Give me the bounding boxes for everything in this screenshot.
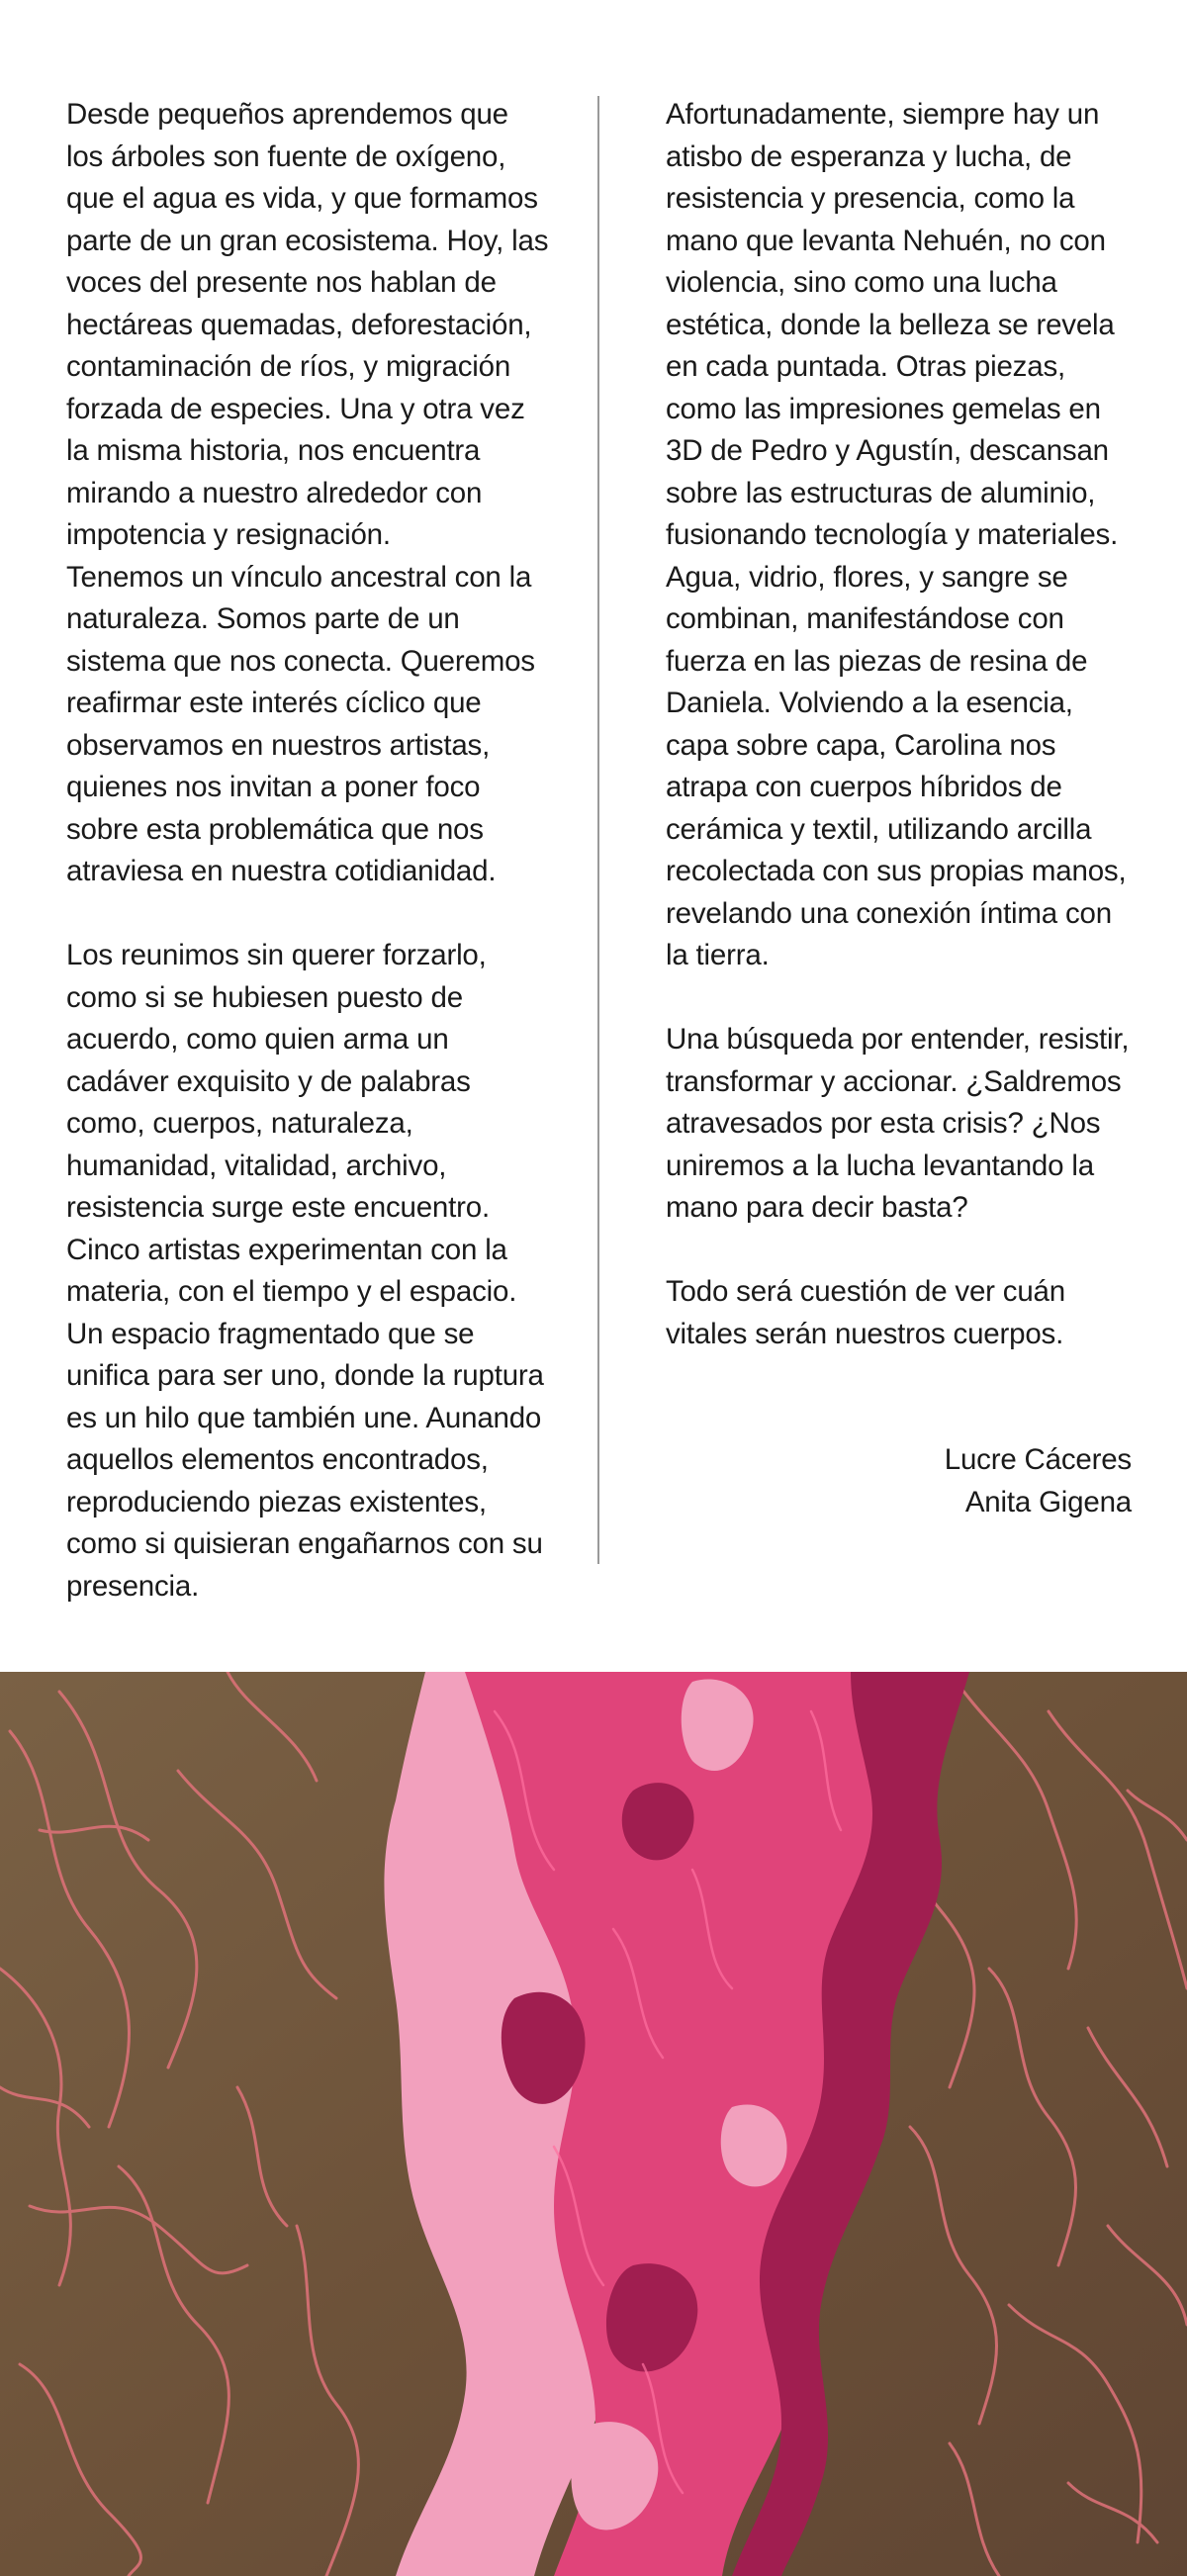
right-paragraph-2: Una búsqueda por entender, resistir, transformar y accionar. ¿Saldremos atravesados por esta crisis? ¿Nos uniremos a la lucha levantando la mano para decir basta?: [666, 1023, 1130, 1224]
signature-block: [666, 1439, 1141, 1523]
column-divider: [597, 96, 599, 1564]
left-paragraph-1: Desde pequeños aprendemos que los árboles son fuente de oxígeno, que el agua es vida, y que formamos parte de un gran ecosistema. Hoy, las voces del presente nos hablan de hectáreas quemadas, deforestación, contaminación de ríos, y migración forzada de especies. Una y otra vez la misma historia, nos encuentra mirando a nuestro alrededor con impotencia y resignación.: [66, 98, 549, 551]
left-paragraph-3: Los reunimos sin querer forzarlo, como si se hubiesen puesto de acuerdo, como quien arma un cadáver exquisito y de palabras como, cuerpos, naturaleza, humanidad, vitalidad, archivo, resistencia surge este encuentro. Cinco artistas experimentan con la materia, con el tiempo y el espacio. Un espacio fragmentado que se unifica para ser uno, donde la ruptura es un hilo que también une. Aunando aquellos elementos encontrados, reproduciendo piezas existentes, como si quisieran engañarnos con su presencia.: [66, 939, 544, 1603]
right-text-column: [666, 94, 1141, 1523]
left-paragraph-2: Tenemos un vínculo ancestral con la naturaleza. Somos parte de un sistema que nos conecta. Queremos reafirmar este interés cíclico que observamos en nuestros artistas, quienes nos invitan a poner foco sobre esta problemática que nos atraviesa en nuestra cotidianidad.: [66, 560, 535, 887]
right-paragraph-1: Afortunadamente, siempre hay un atisbo de esperanza y lucha, de resistencia y presencia, como la mano que levanta Nehuén, no con violencia, sino como una lucha estética, donde la belleza se revela en cada puntada. Otras piezas, como las impresiones gemelas en 3D de Pedro y Agustín, descansan sobre las estructuras de aluminio, fusionando tecnología y materiales. Agua, vidrio, flores, y sangre se combinan, manifestándose con fuerza en las piezas de resina de Daniela. Volviendo a la esencia, capa sobre capa, Carolina nos atrapa con cuerpos híbridos de cerámica y textil, utilizando arcilla recolectada con sus propias manos, revelando una conexión íntima con la tierra.: [666, 98, 1127, 971]
author-name-2: Anita Gigena: [964, 1485, 1132, 1518]
artwork-photo: [0, 1672, 1187, 2576]
textile-artwork-illustration: [0, 1672, 1187, 2576]
author-name-1: Lucre Cáceres: [944, 1443, 1132, 1476]
left-text-column: [66, 94, 551, 1608]
right-paragraph-3: Todo será cuestión de ver cuán vitales serán nuestros cuerpos.: [666, 1275, 1065, 1350]
